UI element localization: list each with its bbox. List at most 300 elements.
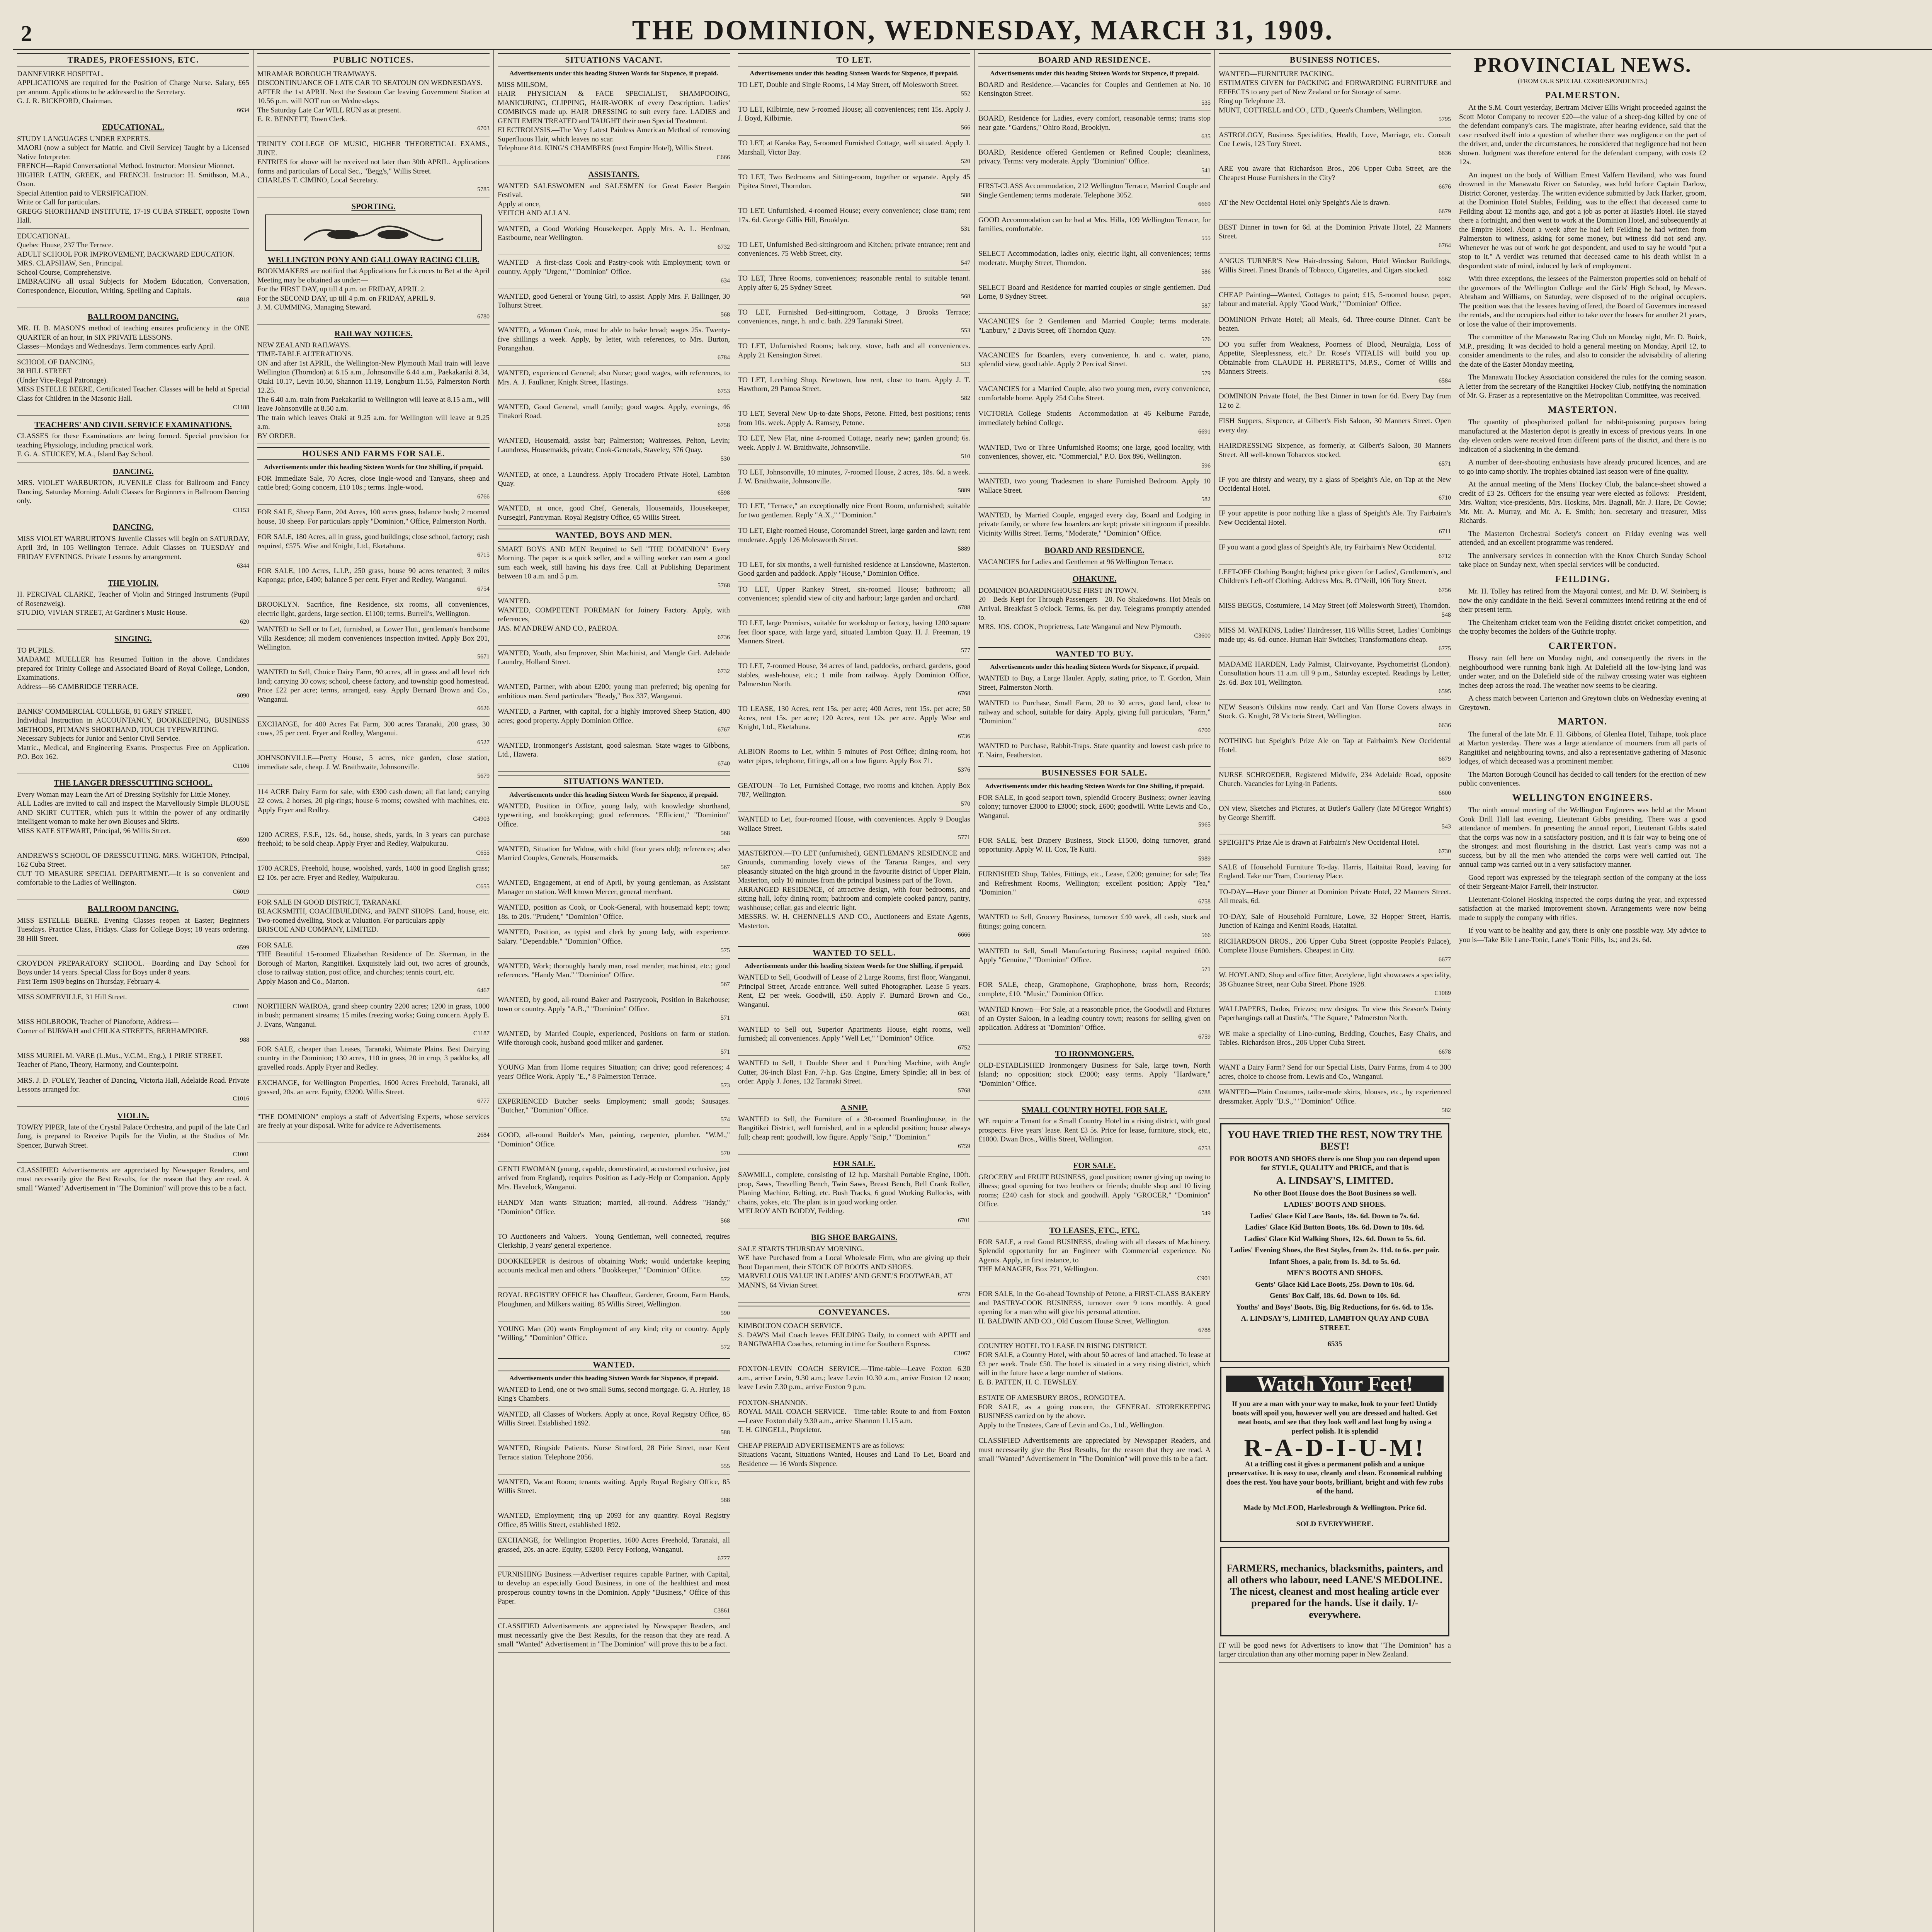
ad-ref: 6759: [958, 1143, 970, 1150]
town-heading: FEILDING.: [1555, 574, 1611, 584]
column-5: [975, 50, 1215, 1932]
ad-line: IF your appetite is poor nothing like a glass of Speight's Ale. Try Fairbairn's New Occidental Hotel.: [1219, 509, 1451, 527]
classified-ad: [498, 1198, 730, 1229]
ad-ref: 6759: [1198, 1033, 1211, 1040]
ad-ref: 588: [721, 1497, 730, 1503]
classified-ad: [498, 545, 730, 594]
ad-ref: C3600: [1194, 633, 1211, 639]
ad-line: SELECT Accommodation, ladies only, electric light, all conveniences; terms moderate. Murphy Street, Thorndon.: [978, 250, 1211, 267]
ad-ref: 6775: [1439, 645, 1451, 652]
ad-line: GENTLEWOMAN (young, capable, domesticated, accustomed exclusive, just arrived from England), requires Position as Lady-Help or Companion. Apply Mrs. Havelock, Wanganui.: [498, 1165, 730, 1191]
ad-ref: 582: [961, 395, 970, 401]
ad-line: MISS SOMERVILLE, 31 Hill Street.: [17, 993, 127, 1001]
ad-ref: 572: [721, 1344, 730, 1350]
ad-line: DANNEVIRKE HOSPITAL.: [17, 70, 104, 78]
classified-ad: [738, 274, 970, 305]
section-heading: FOR SALE.: [833, 1158, 876, 1168]
classified-ad: [738, 434, 970, 465]
classified-ad: [978, 1005, 1211, 1045]
classified-ad: [978, 511, 1211, 542]
classified-ad: [1219, 543, 1451, 565]
classified-ad: [17, 590, 249, 630]
ad-line: FIRST-CLASS Accommodation, 212 Wellington Terrace, Married Couple and Single Gentlemen; terms moderate. Telephone 3052.: [978, 182, 1211, 199]
classified-ad: [978, 1061, 1211, 1101]
ad-ref: 571: [721, 1015, 730, 1021]
ad-line: WANTED, Two or Three Unfurnished Rooms; one large, good locality, with conveniences, shower, etc. "Commercial," P.O. Box 896, Wellington.: [978, 443, 1211, 461]
ad-ref: 5768: [958, 1087, 970, 1094]
ad-line: GEATOUN—To Let, Furnished Cottage, two rooms and kitchen. Apply Box 787, Wellington.: [738, 781, 970, 799]
ad-line: Apply Mason and Co., Marton.: [257, 977, 350, 986]
ad-line: Quebec House, 237 The Terrace.: [17, 241, 114, 249]
ad-line: NOTHING but Speight's Prize Ale on Tap at Fairbairn's New Occidental Hotel.: [1219, 737, 1451, 754]
news-paragraph: At the annual meeting of the Mens' Hockey Club, the balance-sheet showed a credit of £3 2s. Officers for the ensuing year were elected as follows:—President, Mrs. Walton; vice-presidents, Mrs. Hoskins, Mrs. Bagnall, Mr. J. Hare, Dr. Cowie; Mr. Mr. A. Murray, and Mr. A. E. Smith; hon. secretary and treasurer, Miss Richards.: [1459, 480, 1706, 525]
ad-ref: 6600: [1439, 789, 1451, 796]
ad-line: SALE STARTS THURSDAY MORNING.: [738, 1245, 864, 1253]
ad-ref: 5889: [958, 546, 970, 552]
ad-line: MANN'S, 64 Vivian Street.: [738, 1281, 819, 1289]
ad-ref: C1188: [233, 404, 249, 411]
ad-ref: 6740: [718, 760, 730, 767]
ad-line: CLASSIFIED Advertisements are appreciated by Newspaper Readers, and must necessarily give the Best Results, for the reason that they are read. A small "Wanted" Advertisement in "The Dominion" will prove this to be a fact.: [498, 1622, 730, 1648]
ad-ref: 5785: [477, 186, 490, 193]
news-paragraph: With three exceptions, the lessees of the Palmerston properties sold on behalf of the governors of the Wellington College and the Girls' High School, by Messrs. Abraham and Williams, on Saturday, were disposed of to the original occupiers. The position was that the lessees having offered, the Board of Governors increased the rentals, and the occupiers had either to take over the leases for another 21 years, or lose the value of their improvements.: [1459, 275, 1706, 328]
ad-line: SALE of Household Furniture To-day. Harris, Haitaitai Road, leaving for England. Take our Tram, Courtenay Place.: [1219, 863, 1451, 880]
ad-line: WANTED, by good, all-round Baker and Pastrycook, Position in Bakehouse; town or country. Apply "A.B.," "Dominion" Office.: [498, 996, 730, 1013]
ad-line: WANTED.: [498, 597, 531, 605]
ad-line: OLD-ESTABLISHED Ironmongery Business for Sale, large town, North Island; no opposition; stock £2000; easy terms. Apply "Hardware," "Dominion" Office.: [978, 1061, 1211, 1088]
ad-line: FOR SALE, a Country Hotel, with about 50 acres of land attached. To lease at £3 per week. Trade £50. The hotel is situated in a very rising district, which will in the future have a large number of stations.: [978, 1351, 1211, 1377]
ad-line: BOOKKEEPER is desirous of obtaining Work; would undertake keeping accounts medical men and others. "Bookkeeper," "Dominion" Office.: [498, 1257, 730, 1274]
ad-line: MUNT, COTTRELL and CO., LTD., Queen's Chambers, Wellington.: [1219, 106, 1423, 114]
classified-ad: [1219, 1063, 1451, 1085]
ad-ref: 530: [721, 456, 730, 462]
section-heading: OHAKUNE.: [1072, 574, 1117, 583]
ad-ref: 6736: [718, 634, 730, 641]
ad-line: FOXTON-LEVIN COACH SERVICE.—Time-table—Leave Foxton 6.30 a.m., arrive Levin, 9.30 a.m.; leave Levin 10.30 a.m., arrive Foxton 12 noon; leave Levin 7.30 p.m., arrive Foxton 9 p.m.: [738, 1365, 970, 1391]
ad-ref: 5671: [477, 653, 490, 660]
ad-line: Telephone 814. KING'S CHAMBERS (next Empire Hotel), Willis Street.: [498, 144, 714, 152]
lindsay-boot-ad: [1220, 1123, 1449, 1362]
rate-notice: Advertisements under this heading Sixteen Words for Sixpence, if prepaid.: [750, 69, 959, 77]
classified-ad: [498, 802, 730, 842]
classified-ad: [738, 342, 970, 372]
ad-line: FISH Suppers, Sixpence, at Gilbert's Fish Saloon, 30 Manners Street. Open every day.: [1219, 417, 1451, 434]
ad-line: WANTED, Situation for Widow, with child (four years old); references; also Married Couples, Generals, Housemaids.: [498, 845, 730, 862]
classified-ad: [498, 1536, 730, 1567]
ad-ref: 568: [721, 311, 730, 318]
ad-line: ESTIMATES GIVEN for PACKING and FORWARDING FURNITURE and EFFECTS to any part of New Zealand or for Storage of same.: [1219, 79, 1451, 96]
ad-line: 1200 ACRES, F.S.F., 12s. 6d., house, sheds, yards, in 3 years can purchase freehold; to be sold cheap. Apply Fryer and Redley, Waipukurau.: [257, 830, 490, 848]
ad-line: IT will be good news for Advertisers to know that "The Dominion" has a larger circulation than any other morning paper in New Zealand.: [1219, 1641, 1451, 1658]
ad-line: FURNISHED Shop, Tables, Fittings, etc., Lease, £200; genuine; for sale; Tea and Refreshment Rooms, Wellington; excellent position; Apply "Tea," "Dominion.": [978, 870, 1211, 896]
ad-ref: C1153: [233, 507, 249, 514]
classified-ad: [17, 1076, 249, 1107]
ad-ref: 566: [961, 124, 970, 131]
ad-line: WANTED, by Married Couple, experienced, Positions on farm or station. Wife thorough cook, husband good milker and gardener.: [498, 1029, 730, 1047]
ad-line: DISCONTINUANCE OF LATE CAR TO SEATOUN ON WEDNESDAYS.: [257, 79, 483, 87]
ad-line: SCHOOL OF DANCING,: [17, 358, 95, 366]
club-name: WELLINGTON PONY AND GALLOWAY RACING CLUB.: [267, 255, 480, 264]
column-3: [494, 50, 734, 1932]
ad-line: MRS. CLAPSHAW, Sen., Principal.: [17, 259, 124, 267]
classified-ad: [17, 432, 249, 463]
section-heading: TO LEASES, ETC., ETC.: [1049, 1226, 1140, 1235]
classified-ad: [498, 1385, 730, 1407]
classified-ad: [1219, 1641, 1451, 1663]
ad-line: YOUNG Man (20) wants Employment of any kind; city or country. Apply "Willing," "Dominion" Office.: [498, 1325, 730, 1342]
ad-line: MISS BEGGS, Costumiere, 14 May Street (off Molesworth Street), Thorndon.: [1219, 602, 1451, 610]
radium-brand: R-A-D-I-U-M!: [1244, 1434, 1426, 1461]
classified-ad: [1219, 417, 1451, 438]
ad-line: THE Beautiful 15-roomed Elizabethan Residence of Dr. Skerman, in the Borough of Marton, Rangitikei. Exquisitely laid out, two acres of grounds, close to railway station, post office, and churches; tennis court, etc.: [257, 950, 490, 976]
news-paragraph: The Cheltenham cricket team won the Feilding district cricket competition, and the trophy becomes the holders of the Guthrie trophy.: [1459, 618, 1706, 636]
ad-line: Youths' and Boys' Boots, Big, Big Reductions, for 6s. 6d. to 15s.: [1236, 1303, 1434, 1311]
ad-ref: 6756: [1439, 587, 1451, 594]
ad-ref: 587: [1201, 302, 1211, 309]
classified-ad: [978, 249, 1211, 280]
classified-ad: [257, 830, 490, 861]
ad-line: WANTED, Employment; ring up 2093 for any quantity. Royal Registry Office, 85 Willis Street, established 1892.: [498, 1512, 730, 1529]
classified-ad: [498, 436, 730, 467]
ad-ref: 6754: [477, 585, 490, 592]
ad-line: HAIRDRESSING Sixpence, as formerly, at Gilbert's Saloon, 30 Manners Street. All well-known Tobaccos stocked.: [1219, 442, 1451, 459]
column-header: SITUATIONS VACANT.: [498, 53, 730, 66]
classified-ad: [498, 1097, 730, 1128]
town-heading: MARTON.: [1558, 717, 1608, 727]
classified-ad: [17, 70, 249, 119]
classified-ad: [498, 1410, 730, 1441]
classified-ad: [738, 376, 970, 406]
classified-ad: [738, 1441, 970, 1472]
ad-line: W. HOYLAND, Shop and office fitter, Acetylene, light showcases a speciality, 38 Ghuznee Street, near Cuba Street. Phone 1928.: [1219, 971, 1451, 988]
ad-ref: 570: [961, 800, 970, 807]
news-paragraph: At the S.M. Court yesterday, Bertram McIver Ellis Wright proceeded against the Scott Motor Company to recover £20—the value of a sheep-dog killed by one of the defendant company's cars. The magistrate, after hearing evidence, said that the case resolved itself into a question of whether there was negligence on the part of the driver, and, under the circumstances, he considered that negligence had not been shown. Judgment was therefore entered for the defendant company, with costs £2 12s.: [1459, 104, 1706, 166]
ad-line: 20—Beds Kept for Through Passengers—20. No Shakedowns. Hot Meals on Arrival. Breakfast 5 o'clock. Terms, 6s. per day. Telegrams promptly attended to.: [978, 595, 1211, 622]
classified-ad: [498, 1257, 730, 1288]
classified-ad: [1219, 838, 1451, 860]
ad-line: MEN'S BOOTS AND SHOES.: [1287, 1269, 1383, 1277]
classified-ad: [978, 913, 1211, 944]
section-heading: THE VIOLIN.: [107, 578, 159, 588]
ad-ref: 6732: [718, 243, 730, 250]
news-paragraph: Heavy rain fell here on Monday night, and consequently the rivers in the neighbourhood were running bank high. At Dalefield all the low-lying land was under water, and on the Dalefield side of the railway crossing water was eighteen inches deep across the road. The weather now seems to be clearing.: [1459, 654, 1706, 690]
classified-ad: [498, 1063, 730, 1094]
classified-ad: [738, 815, 970, 846]
classified-ad: [17, 358, 249, 416]
news-paragraph: The Marton Borough Council has decided to call tenders for the erection of new public conveniences.: [1459, 770, 1706, 787]
classified-ad: [1219, 392, 1451, 413]
classified-ad: [257, 720, 490, 751]
ad-line: MR. H. B. MASON'S method of teaching ensures proficiency in the ONE QUARTER of an hour, in SIX PRIVATE LESSONS.: [17, 324, 249, 342]
news-paragraph: The Manawatu Hockey Association considered the rules for the coming season. A letter from the secretary of the Rangitikei Hockey Club, notifying the nomination of Mr. G. Fraser as a representative on the Metropolitan Committee, was received.: [1459, 373, 1706, 400]
classified-ad: [1219, 601, 1451, 623]
ad-line: FOR SALE.: [257, 941, 294, 949]
ad-line: MESSRS. W. H. CHENNELLS AND CO., Auctioneers and Estate Agents, Masterton.: [738, 913, 970, 930]
ad-ref: 555: [721, 1463, 730, 1469]
ad-line: F. G. A. STUCKEY, M.A., Island Bay School.: [17, 450, 153, 458]
ad-line: MRS. VIOLET WARBURTON, JUVENILE Class for Ballroom and Fancy Dancing, Saturday Morning. Adult Classes for Beginners in Ballroom Dancing only.: [17, 479, 249, 505]
ad-line: MISS VIOLET WARBURTON'S Juvenile Classes will begin on SATURDAY, April 3rd, in 105 Wellington Terrace. Adult Classes on TUESDAY and FRIDAY EVENINGS. Private Lessons by arrangement.: [17, 534, 249, 561]
ad-ref: 6753: [718, 388, 730, 395]
classified-ad: [257, 139, 490, 197]
classified-ad: [738, 1025, 970, 1056]
ad-line: ASTROLOGY, Business Specialities, Health, Love, Marriage, etc. Consult Coe Lewis, 123 Tory Street.: [1219, 131, 1451, 148]
classified-ad: [257, 1045, 490, 1076]
classified-ad: [1219, 223, 1451, 254]
classified-ad: [498, 1622, 730, 1653]
ad-line: JOHNSONVILLE—Pretty House, 5 acres, nice garden, close station, immediate sale, cheap. J. W. Braithwaite, Johnsonville.: [257, 754, 490, 771]
ad-ref: 513: [961, 361, 970, 367]
classified-ad: [978, 148, 1211, 179]
ad-line: WANTED—FURNITURE PACKING.: [1219, 70, 1334, 78]
ad-ref: 574: [721, 1116, 730, 1123]
section-heading: A SNIP.: [840, 1103, 868, 1112]
ad-line: WANTED to Purchase, Small Farm, 20 to 30 acres, good land, close to railway and school, suitable for dairy. Apply, giving full particulars, "Farm," "Dominion.": [978, 699, 1211, 725]
classified-ad: [17, 134, 249, 229]
ad-ref: 5679: [477, 773, 490, 779]
ad-ref: 6678: [1439, 1048, 1451, 1055]
ad-line: ANGUS TURNER'S New Hair-dressing Saloon, Hotel Windsor Buildings, Willis Street. Finest Brands of Tobacco, Cigarettes, and Cigars stocked.: [1219, 257, 1451, 274]
ad-line: Ladies' Evening Shoes, the Best Styles, from 2s. 11d. to 6s. per pair.: [1230, 1246, 1440, 1254]
classified-ad: [17, 534, 249, 574]
ad-ref: 6535: [1327, 1340, 1342, 1348]
ad-ref: 6703: [477, 125, 490, 132]
ad-ref: 6777: [718, 1555, 730, 1562]
town-heading: PALMERSTON.: [1545, 90, 1621, 100]
ad-ref: 6788: [1198, 1327, 1211, 1333]
ad-line: G. J. R. BICKFORD, Chairman.: [17, 97, 113, 105]
news-paragraph: The funeral of the late Mr. F. H. Gibbons, of Glenlea Hotel, Taihape, took place at Marton yesterday. There was a large attendance of mourners from all parts of Rangitikei and neighbouring towns, and also a representative gathering of Masonic lodges, of which deceased was a prominent member.: [1459, 730, 1706, 765]
classified-ad: [978, 1117, 1211, 1156]
ad-line: EXCHANGE, for Wellington Properties, 1600 Acres Freehold, Taranaki, all grassed, 20s. an acre. Equity, £3200. Willis Street.: [257, 1079, 490, 1096]
ad-line: WANTED, Engagement, at end of April, by young gentleman, as Assistant Manager on station. Well known Mercer, general merchant.: [498, 879, 730, 896]
ad-line: CHEAP Painting—Wanted, Cottages to paint; £15, 5-roomed house, paper, labour and material. Apply "Good Work," "Dominion" Office.: [1219, 291, 1451, 308]
ad-line: WANTED, Work; thoroughly handy man, road mender, machinist, etc.; good references. "Handy Man." "Dominion" Office.: [498, 962, 730, 979]
ad-line: ARRANGED RESIDENCE, of attractive design, with four bedrooms, and sitting hall, lofty dining room; bathroom and complete cooked pantry, pantry, washhouse; cellar, gas and electric light.: [738, 885, 970, 912]
classified-ad: [498, 258, 730, 289]
ad-line: VICTORIA College Students—Accommodation at 46 Kelburne Parade, immediately behind College.: [978, 410, 1211, 427]
classified-heading: WANTED TO BUY.: [978, 647, 1211, 660]
ad-line: WANTED to Sell, Grocery Business, turnover £40 week, all cash, stock and fittings; going concern.: [978, 913, 1211, 930]
news-paragraph: An inquest on the body of William Ernest Valfern Haviland, who was found drowned in the Manawatu River on Saturday, was held before Captain Darlow, District Coroner, yesterday. The written evidence submitted by Jack Harker, groom, at the Dominion Hotel Stables, Feilding, was to the effect that deceased came to Feilding about 12 months ago, and got a job as porter at Hastie's Hotel. He stayed there a fortnight, and then went to work at the Dominion Hotel, and subsequently at the Empire Hotel. About a week after he had left Feilding he had written from Palmerston to witness, asking for some money, but witness did not send any. Whenever he was out of work he got despondent, and used to say he would "put a stop to it." A verdict was returned that deceased came to his death whilst in a despondent state of mind, induced by lack of employment.: [1459, 171, 1706, 270]
classified-ad: [978, 1436, 1211, 1467]
classified-ad: [498, 1478, 730, 1509]
classified-ad: [1219, 971, 1451, 1002]
ad-line: No other Boot House does the Boot Business so well.: [1253, 1189, 1416, 1197]
ad-line: Apply at once,: [498, 200, 541, 208]
classified-ad: [498, 1325, 730, 1355]
classified-ad: [978, 586, 1211, 644]
ad-ref: 543: [1442, 823, 1451, 830]
ad-ref: 6590: [237, 837, 249, 843]
ad-ref: 5795: [1439, 116, 1451, 122]
classified-ad: [1219, 770, 1451, 801]
ad-ref: 6788: [958, 604, 970, 611]
classified-heading: WANTED TO SELL.: [738, 946, 970, 959]
ad-line: TO Auctioneers and Valuers.—Young Gentleman, well connected, requires Clerkship, 3 years' general experience.: [498, 1232, 730, 1250]
ad-ref: 6758: [718, 422, 730, 429]
classified-ad: [738, 1364, 970, 1395]
ad-line: FOR SALE IN GOOD DISTRICT, TARANAKI.: [257, 898, 402, 906]
classified-ad: [498, 369, 730, 400]
news-paragraph: The anniversary services in connection with the Knox Church Sunday School take place on Sunday next, when special services will be conducted.: [1459, 551, 1706, 569]
ad-ref: 548: [1442, 611, 1451, 618]
ad-line: SOLD EVERYWHERE.: [1296, 1520, 1374, 1528]
ad-line: MISS HOLBROOK, Teacher of Pianoforte, Address—: [17, 1018, 179, 1026]
classified-ad: [738, 105, 970, 136]
classified-ad: [498, 1444, 730, 1475]
ad-line: BRISCOE AND COMPANY, LIMITED.: [257, 925, 379, 934]
classified-ad: [498, 597, 730, 646]
ad-line: ROYAL REGISTRY OFFICE has Chauffeur, Gardener, Groom, Farm Hands, Ploughmen, and Milkers waiting. 85 Willis Street, Wellington.: [498, 1291, 730, 1308]
classified-ad: [738, 1321, 970, 1361]
ad-line: MRS. J. D. FOLEY, Teacher of Dancing, Victoria Hall, Adelaide Road. Private Lessons arranged for.: [17, 1076, 249, 1094]
ad-line: WANTED, at once, a Laundress. Apply Trocadero Private Hotel, Lambton Quay.: [498, 470, 730, 488]
ad-line: WANTED, experienced General; also Nurse; good wages, with references, to Mrs. A. J. Faulkner, Knight Street, Hastings.: [498, 369, 730, 386]
ad-line: VACANCIES for 2 Gentlemen and Married Couple; terms moderate. "Lanbury," 2 Davis Street, off Thorndon Quay.: [978, 317, 1211, 335]
ad-line: FOR SALE, cheaper than Leases, Taranaki, Waimate Plains. Best Dairying country in the Dominion; 130 acres, 110 in grass, 20 in crop, 3 paddocks, all gravelled roads. Apply Fryer and Redley.: [257, 1045, 490, 1071]
ad-ref: 582: [1442, 1107, 1451, 1114]
ad-line: ALL Ladies are invited to call and inspect the Marvellously Simple BLOUSE AND SKIRT CUTTER, which puts it within the power of any ordinarily intelligent woman to make her own Blouses and Skirts.: [17, 799, 249, 826]
ad-ref: 620: [240, 618, 249, 625]
ad-line: WANTED to Let, four-roomed House, with conveniences. Apply 9 Douglas Wallace Street.: [738, 815, 970, 833]
rate-notice: Advertisements under this heading Sixteen Words for Sixpence, if prepaid.: [990, 663, 1199, 670]
classified-ad: [1219, 315, 1451, 337]
ad-line: For the SECOND DAY, up till 4 p.m. on FRIDAY, APRIL 9.: [257, 294, 435, 303]
classified-ad: [978, 870, 1211, 910]
classified-ad: [257, 1112, 490, 1143]
ad-line: MARVELLOUS VALUE IN LADIES' AND GENT.'S FOOTWEAR, AT: [738, 1272, 952, 1280]
section-heading: DANCING.: [112, 466, 154, 476]
classified-ad: [1219, 703, 1451, 734]
ad-line: TO LET, 7-roomed House, 34 acres of land, paddocks, orchard, gardens, good stables, wash-house, etc.; 1 mile from railway. Apply Dominion Office, Palmerston North.: [738, 662, 970, 688]
provincial-subtitle: (FROM OUR SPECIAL CORRESPONDENTS.): [1518, 77, 1648, 85]
watch-your-feet-banner: Watch Your Feet!: [1226, 1376, 1444, 1393]
classified-ad: [257, 474, 490, 505]
ad-line: CUT TO MEASURE SPECIAL DEPARTMENT.—It is so convenient and comfortable to the Ladies of Wellington.: [17, 869, 249, 887]
ad-line: KIMBOLTON COACH SERVICE.: [738, 1322, 843, 1330]
classified-ad: [257, 1078, 490, 1109]
ad-ref: 579: [1201, 370, 1211, 377]
ad-line: WANTED to Sell, the Furniture of a 30-roomed Boardinghouse, in the Rangitikei District, well furnished, and in a splendid position; house always full; cheap rent; goodwill, low figure. Apply "Snip," "Dominion.": [738, 1115, 970, 1141]
classified-ad: [17, 707, 249, 774]
ad-line: YOU HAVE TRIED THE REST, NOW TRY THE BEST!: [1227, 1129, 1442, 1152]
classified-ad: [498, 741, 730, 772]
horses-icon: [296, 219, 451, 246]
column-6: [1215, 50, 1455, 1932]
ad-line: FOR SALE, as a going concern, the GENERAL STOREKEEPING BUSINESS carried on by the above.: [978, 1403, 1211, 1420]
ad-line: H. PERCIVAL CLARKE, Teacher of Violin and Stringed Instruments (Pupil of Rosenzweig).: [17, 590, 249, 608]
news-paragraph: Mr. H. Tolley has retired from the Mayoral contest, and Mr. D. W. Steinberg is now the only candidate in the field. Several committees intend retiring at the end of their present term.: [1459, 587, 1706, 614]
ad-line: Ring up Telephone 23.: [1219, 97, 1286, 105]
news-paragraph: The Masterton Orchestral Society's concert on Friday evening was well attended, and an excellent programme was rendered.: [1459, 529, 1706, 547]
classified-ad: [738, 139, 970, 170]
ad-line: TO LET, Furnished Bed-sittingroom, Cottage, 3 Brooks Terrace; conveniences, range, h. and c. bath. 229 Taranaki Street.: [738, 308, 970, 325]
ad-ref: C1106: [233, 762, 249, 769]
classified-ad: [1219, 736, 1451, 767]
classified-ad: [17, 1166, 249, 1197]
ad-ref: 6758: [1198, 898, 1211, 905]
classified-ad: [257, 267, 490, 325]
ad-line: MISS KATE STEWART, Principal, 96 Willis Street.: [17, 827, 171, 835]
ad-line: Ladies' Glace Kid Lace Boots, 18s. 6d. Down to 7s. 6d.: [1250, 1212, 1420, 1220]
ad-line: TO-DAY, Sale of Household Furniture, Lowe, 32 Hopper Street, Harris, Junction of Kainga and Kenini Roads, Hataitai.: [1219, 912, 1451, 930]
section-heading: FOR SALE.: [1073, 1161, 1116, 1170]
rate-notice: Advertisements under this heading Sixteen Words for One Shilling, if prepaid.: [745, 962, 964, 969]
ad-ref: 572: [721, 1276, 730, 1283]
ad-line: WANTED, two young Tradesmen to share Furnished Bedroom. Apply 10 Wallace Street.: [978, 477, 1211, 495]
ad-ref: 6598: [718, 489, 730, 496]
ad-line: LEFT-OFF Clothing Bought; highest price given for Ladies', Gentlemen's, and Children's Left-off Clothing. Address Mrs. B. O'Neill, 106 Tory Street.: [1219, 568, 1451, 585]
ad-line: MISS MURIEL M. VARE (L.Mus., V.C.M., Eng.), 1 PIRIE STREET.: [17, 1051, 223, 1060]
classified-ad: [738, 80, 970, 102]
classified-ad: [738, 526, 970, 557]
classified-ad: [17, 232, 249, 308]
ad-line: AT the New Occidental Hotel only Speight's Ale is drawn.: [1219, 198, 1390, 207]
ad-line: WANTED to Sell, Goodwill of Lease of 2 Large Rooms, first floor, Wanganui, Principal Street, Arcade entrance. Well suited Photographer. Lease 5 years. Rent, £2 per week. Goodwill, £50. Apply F. Burnard Brown and Co., Wanganui.: [738, 973, 970, 1009]
ad-line: HAIR PHYSICIAN & FACE SPECIALIST, SHAMPOOING, MANICURING, CLIPPING, HAIR-WORK of every Description. Ladies' COMBINGS made up. HAIR DRESSING to suit every face. LADIES and GENTLEMEN TREATED and TAUGHT their own Special Treatment.: [498, 90, 730, 125]
ad-ref: 6818: [237, 296, 249, 303]
ad-line: First Term 1909 begins on Thursday, February 4.: [17, 977, 161, 986]
ad-ref: 6777: [477, 1098, 490, 1104]
ad-line: ANDREWS'S SCHOOL OF DRESSCUTTING. MRS. WIGHTON, Principal, 162 Cuba Street.: [17, 851, 249, 869]
rate-notice: Advertisements under this heading Sixteen Words for Sixpence, if prepaid.: [990, 69, 1199, 77]
ad-ref: 588: [961, 192, 970, 199]
classified-ad: [1219, 912, 1451, 934]
ad-line: BOARD and Residence.—Vacancies for Couples and Gentlemen at No. 10 Kensington Street.: [978, 80, 1211, 98]
ad-line: TO LET, at Karaka Bay, 5-roomed Furnished Cottage, well situated. Apply J. Marshall, Victor Bay.: [738, 139, 970, 156]
ad-line: TOWRY PIPER, late of the Crystal Palace Orchestra, and pupil of the late Carl Jung, is prepared to Receive Pupils for the Violin, at the Studios of Mr. Spencer, Burwah Street.: [17, 1123, 249, 1150]
ad-line: TO LET, for six months, a well-furnished residence at Lansdowne, Masterton. Good garden and paddock. Apply "House," Dominion Office.: [738, 560, 970, 578]
ad-line: WANTED to Sell, Choice Dairy Farm, 90 acres, all in grass and all level rich land; carrying 30 cows; school, cheese factory, and township good homestead. Price £22 per acre; terms, arranged, easy. Apply Bernard Brown and Co., Wanganui.: [257, 668, 490, 704]
ad-line: NEW Season's Oilskins now ready. Cart and Van Horse Covers always in Stock. G. Knight, 78 Victoria Street, Wellington.: [1219, 703, 1451, 720]
ad-line: FOR SALE, best Drapery Business, Stock £1500, doing turnover, grand opportunity. Apply W. H. Cox, Te Kuiti.: [978, 836, 1211, 854]
ad-ref: 6631: [958, 1010, 970, 1017]
ad-ref: C1089: [1434, 990, 1451, 997]
classified-ad: [498, 1291, 730, 1321]
section-heading: EDUCATIONAL.: [102, 122, 165, 132]
ad-line: If you are a man with your way to make, look to your feet! Untidy boots will spoil you, however well you are dressed and halted. Get neat boots, and see that they look well and last long by using a perfect polish. It is splendid: [1232, 1400, 1438, 1435]
ad-line: WANTED, Ringside Patients. Nurse Stratford, 28 Pirie Street, near Kent Terrace station. Telephone 2056.: [498, 1444, 730, 1461]
ad-line: DO you suffer from Weakness, Poorness of Blood, Neuralgia, Loss of Appetite, Sleeplessness, etc.? Dr. Rose's VITALIS will build you up. Obtainable from CLAUDE H. PERRETT'S, M.P.S., Corner of Willis and Manners Streets.: [1219, 340, 1451, 376]
ad-line: For the FIRST DAY, up till 4 p.m. on FRIDAY, APRIL 2.: [257, 285, 426, 293]
ad-line: WANTED, Vacant Room; tenants waiting. Apply Royal Registry Office, 85 Willis Street.: [498, 1478, 730, 1495]
provincial-news-column: [1455, 50, 1710, 1932]
classified-ad: [498, 707, 730, 738]
classified-ad: [978, 443, 1211, 474]
ad-line: WE require a Tenant for a Small Country Hotel in a rising district, with good prospects. Five years' lease. Rent £3 5s. Price for lease, furniture, stock, etc., £1000. Dwan Bros., Willis Street, Wellington.: [978, 1117, 1211, 1143]
ad-line: TO LET, Johnsonville, 10 minutes, 7-roomed House, 2 acres, 18s. 6d. a week. J. W. Braithwaite, Johnsonville.: [738, 468, 970, 485]
news-paragraph: A chess match between Carterton and Greytown clubs on Wednesday evening at Greytown.: [1459, 694, 1706, 712]
section-heading: BIG SHOE BARGAINS.: [811, 1233, 898, 1242]
classified-ad: [498, 403, 730, 434]
classified-ad: [17, 916, 249, 956]
ad-line: VACANCIES for Boarders, every convenience, h. and c. water, piano, splendid view, good table. Apply 2 Percival Street.: [978, 351, 1211, 368]
ad-line: EDUCATIONAL.: [17, 232, 71, 240]
ad-line: Special Attention paid to VERSIFICATION.: [17, 189, 148, 197]
ad-line: FARMERS, mechanics, blacksmiths, painters, and all others who labour, need LANE'S MEDOLINE. The nicest, cleanest and most healing article ever prepared for the hands. Use it daily. 1/- everywhere.: [1226, 1562, 1443, 1620]
column-2: [253, 50, 494, 1932]
ad-line: MADAME MUELLER has Resumed Tuition in the above. Candidates prepared for Trinity College and Associated Board of Royal College, London, Examinations.: [17, 655, 249, 682]
column-header: BUSINESS NOTICES.: [1219, 53, 1451, 66]
boxed-ad: [1220, 1547, 1449, 1636]
section-heading: DANCING.: [112, 522, 154, 532]
classified-ad: [498, 292, 730, 323]
classified-ad: [498, 649, 730, 680]
page-number: 2: [21, 21, 32, 46]
ad-ref: 5965: [1198, 821, 1211, 828]
classified-ad: [738, 560, 970, 582]
